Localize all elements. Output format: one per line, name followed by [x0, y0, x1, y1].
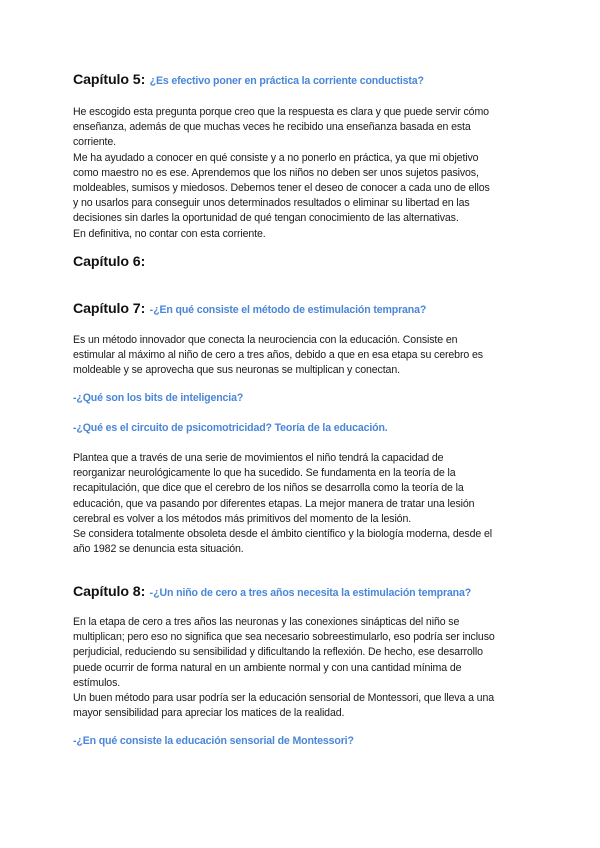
chapter-8-paragraph	[73, 615, 528, 721]
paragraph-line: moldeable y se aprovecha que sus neuronas se multiplican y conectan.	[73, 364, 400, 377]
chapter-5-heading	[73, 71, 424, 89]
chapter-6-title: Capítulo 6:	[73, 254, 146, 270]
chapter-7-subquestion-2: -¿Qué es el circuito de psicomotricidad? Teoría de la educación.	[73, 422, 388, 434]
chapter-7-heading	[73, 300, 426, 318]
chapter-5-paragraph	[73, 105, 528, 242]
paragraph-line: He escogido esta pregunta porque creo que la respuesta es clara y que puede servir cómo	[73, 106, 489, 118]
chapter-7-title: Capítulo 7:	[73, 301, 146, 317]
chapter-7-subquestion-1: -¿Qué son los bits de inteligencia?	[73, 392, 244, 404]
chapter-8-subquestion-1: -¿En qué consiste la educación sensorial de Montessori?	[73, 735, 354, 747]
chapter-6-heading	[73, 253, 145, 271]
paragraph-line: Es un método innovador que conecta la neurociencia con la educación. Consiste en	[73, 334, 458, 346]
paragraph-line: Me ha ayudado a conocer en qué consiste y a no ponerlo en práctica, ya que mi objetivo	[73, 151, 479, 164]
paragraph-line: puede ocurrir de forma natural en un ambiente normal y con una cantidad mínima de	[73, 661, 462, 674]
paragraph-line: perjudicial, reduciendo su sensibilidad y dificultando la reflexión. De hecho, ese desarrollo	[73, 646, 483, 659]
paragraph-line: recapitulación, que dice que el cerebro de los niños se desarrolla como la teoría de la	[73, 482, 464, 495]
paragraph-line: enseñanza, además de que muchas veces he recibido una enseñanza basada en esta	[73, 121, 471, 134]
paragraph-line: Plantea que a través de una serie de movimientos el niño tendrá la capacidad de	[73, 452, 444, 464]
paragraph-line: En la etapa de cero a tres años las neuronas y las conexiones sinápticas del niño se	[73, 616, 460, 628]
paragraph-line: reorganizar neurológicamente lo que ha sucedido. Se fundamenta en la teoría de la	[73, 467, 456, 480]
chapter-7-paragraph-2	[73, 451, 528, 557]
question-dash: -	[149, 304, 154, 316]
chapter-8-title: Capítulo 8:	[73, 584, 146, 600]
chapter-5-title: Capítulo 5:	[73, 72, 146, 88]
chapter-7-paragraph	[73, 333, 528, 379]
paragraph-line: moldeables, sumisos y miedosos. Debemos tener el deseo de conocer a cada uno de ellos	[73, 182, 490, 195]
paragraph-line: Un buen método para usar podría ser la educación sensorial de Montessori, que lleva a una	[73, 692, 494, 705]
question-dash: -	[149, 587, 154, 599]
paragraph-line: multiplican; pero eso no significa que sea necesario sobreestimularlo, eso podría ser incluso	[73, 631, 495, 644]
chapter-7-question: ¿En qué consiste el método de estimulación temprana?	[153, 304, 427, 316]
paragraph-line: y no usarlos para conseguir unos determinados resultados o eliminar su libertad en las	[73, 197, 470, 210]
paragraph-line: mayor sensibilidad para apreciar los matices de la realidad.	[73, 707, 345, 720]
paragraph-line: estímulos.	[73, 676, 121, 689]
chapter-8-heading	[73, 583, 471, 601]
chapter-5-question: ¿Es efectivo poner en práctica la corriente conductista?	[149, 75, 424, 87]
chapter-8-question: ¿Un niño de cero a tres años necesita la estimulación temprana?	[153, 587, 472, 599]
paragraph-line: Se considera totalmente obsoleta desde el ámbito científico y la biología moderna, desde el	[73, 528, 492, 541]
paragraph-line: corriente.	[73, 136, 116, 149]
paragraph-line: año 1982 se denuncia esta situación.	[73, 543, 244, 556]
paragraph-line: educación, que va pasando por diferentes etapas. La mejor manera de tratar una lesión	[73, 497, 475, 510]
paragraph-line: como maestro no es ese. Aprendemos que los niños no deben ser unos sujetos pasivos,	[73, 166, 479, 179]
paragraph-line: cerebral es volver a los métodos más primitivos del momento de la lesión.	[73, 512, 412, 525]
paragraph-line: estimular al máximo al niño de cero a tres años, debido a que en esa etapa su cerebro es	[73, 349, 483, 362]
paragraph-line: En definitiva, no contar con esta corriente.	[73, 227, 266, 240]
paragraph-line: decisiones sin darles la oportunidad de qué tengan conocimiento de las alternativas.	[73, 212, 459, 225]
